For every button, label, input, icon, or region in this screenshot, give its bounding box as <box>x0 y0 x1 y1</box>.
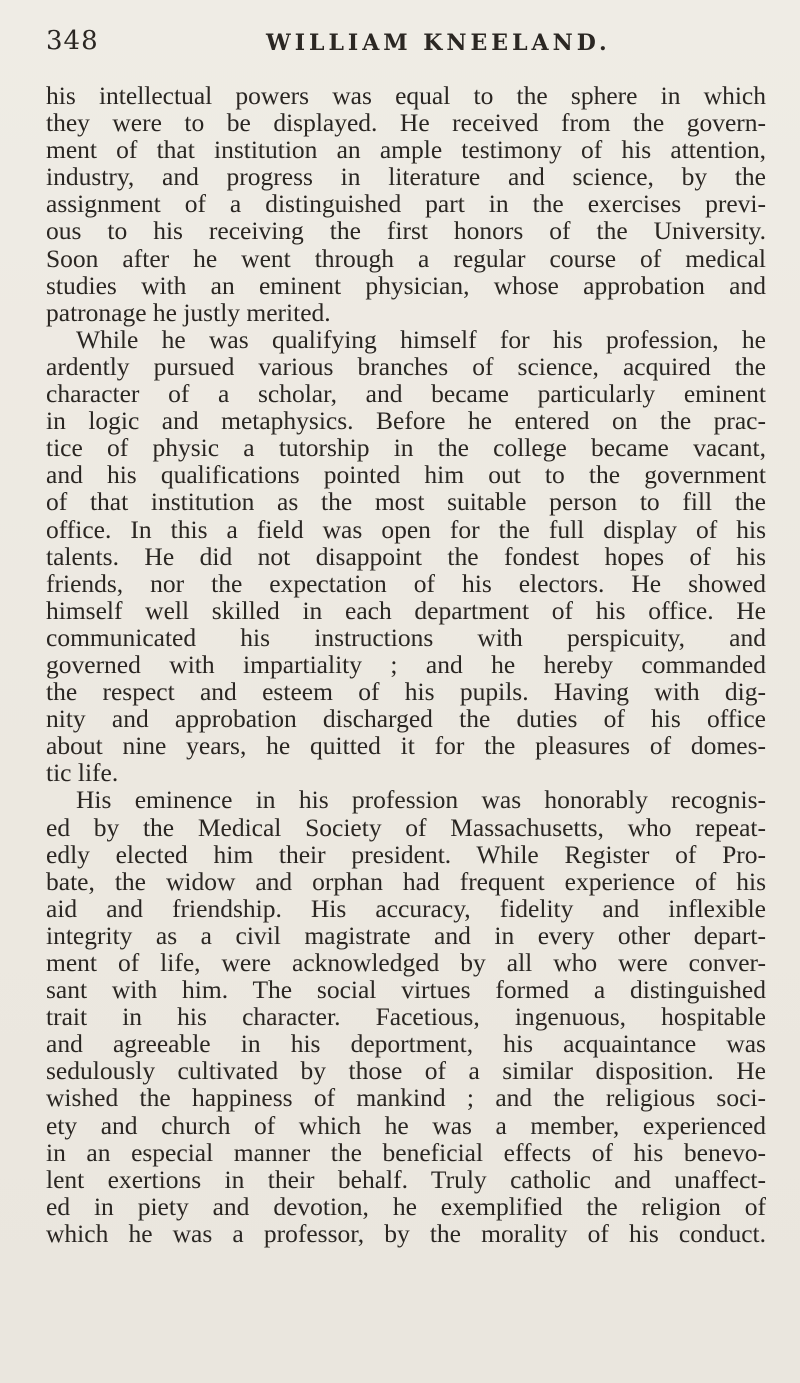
text-line: the respect and esteem of his pupils. Having with dig- <box>46 677 766 707</box>
text-line: integrity as a civil magistrate and in every other depart- <box>46 920 766 950</box>
running-head <box>46 20 776 60</box>
text-line: friends, nor the expectation of his electors. He showed <box>46 568 766 598</box>
text-line: assignment of a distinguished part in the exercises previ- <box>46 189 766 219</box>
text-line: studies with an eminent physician, whose approbation and <box>46 270 766 300</box>
text-line: his intellectual powers was equal to the sphere in which <box>46 81 766 110</box>
text-line: himself well skilled in each department of his office. He <box>46 595 766 625</box>
text-line: ardently pursued various branches of science, acquired the <box>46 351 766 381</box>
text-line: lent exertions in their behalf. Truly catholic and unaffect- <box>46 1164 766 1194</box>
text-line: ed in piety and devotion, he exemplified the religion of <box>46 1191 766 1221</box>
text-line: patronage he justly merited. <box>46 297 331 327</box>
text-line: about nine years, he quitted it for the pleasures of domes- <box>46 731 766 761</box>
text-line: nity and approbation discharged the duties of his office <box>46 704 766 734</box>
text-line: Soon after he went through a regular course of medical <box>46 243 766 273</box>
text-line: tic life. <box>46 758 119 788</box>
text-line: ment of life, were acknowledged by all who were conver- <box>46 948 766 977</box>
paragraph-1 <box>46 82 766 326</box>
text-line: in logic and metaphysics. Before he entered on the prac- <box>46 406 766 436</box>
text-line: tice of physic a tutorship in the college became vacant, <box>46 433 766 463</box>
text-line: of that institution as the most suitable person to fill the <box>46 487 766 517</box>
text-line: ed by the Medical Society of Massachusetts, who repeat- <box>46 812 766 842</box>
text-line: ety and church of which he was a member, experienced <box>46 1110 766 1140</box>
text-line: communicated his instructions with perspicuity, and <box>46 622 766 652</box>
text-line: ous to his receiving the first honors of the University. <box>46 216 766 246</box>
running-title: WILLIAM KNEELAND. <box>266 30 611 56</box>
paragraph-2 <box>46 326 766 787</box>
paragraph-3 <box>46 786 766 1247</box>
text-line: in an especial manner the beneficial effects of his benevo- <box>46 1137 766 1167</box>
text-line: wished the happiness of mankind ; and the religious soci- <box>46 1083 766 1113</box>
text-line: His eminence in his profession was honorably recognis- <box>76 785 766 815</box>
text-line: edly elected him their president. While Register of Pro- <box>46 839 766 869</box>
text-line: sedulously cultivated by those of a similar disposition. He <box>46 1056 766 1086</box>
text-line: office. In this a field was open for the full display of his <box>46 514 766 544</box>
text-line: which he was a professor, by the morality of his conduct. <box>46 1218 766 1248</box>
page-number: 348 <box>46 26 99 56</box>
text-line: and agreeable in his deportment, his acquaintance was <box>46 1029 766 1059</box>
text-line: trait in his character. Facetious, ingenuous, hospitable <box>46 1002 766 1032</box>
text-line: they were to be displayed. He received from the govern- <box>46 108 766 138</box>
text-line: talents. He did not disappoint the fondest hopes of his <box>46 541 766 571</box>
text-line: aid and friendship. His accuracy, fidelity and inflexible <box>46 893 766 923</box>
text-line: sant with him. The social virtues formed a distinguished <box>46 975 766 1005</box>
text-line: and his qualifications pointed him out to the government <box>46 460 766 490</box>
text-line: industry, and progress in literature and science, by the <box>46 162 766 192</box>
text-line: bate, the widow and orphan had frequent experience of his <box>46 866 766 896</box>
body-text <box>46 82 766 1247</box>
text-line: character of a scholar, and became particularly eminent <box>46 379 766 409</box>
text-line: governed with impartiality ; and he hereby commanded <box>46 649 766 679</box>
text-line: ment of that institution an ample testimony of his attention, <box>46 135 766 165</box>
text-line: While he was qualifying himself for his profession, he <box>76 324 766 354</box>
